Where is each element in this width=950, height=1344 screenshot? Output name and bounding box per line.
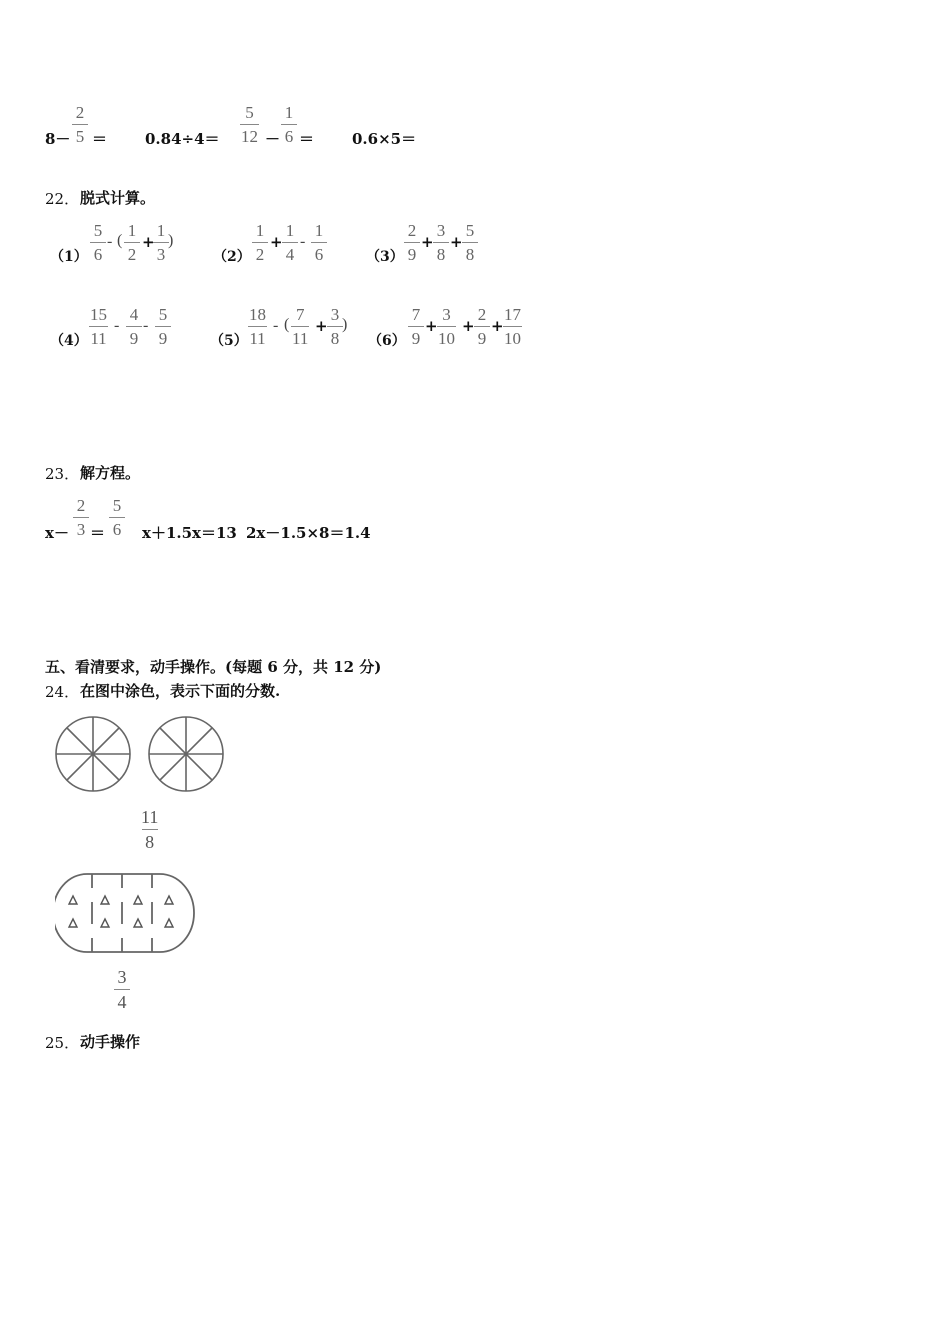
fraction: $\frac{18}{11}$: [249, 305, 266, 348]
question-title: 在图中涂色，表示下面的分数.: [80, 682, 281, 700]
plus-sign: +: [421, 233, 434, 251]
minus-sign: -: [143, 317, 149, 334]
plus-sign: +: [315, 317, 328, 335]
plus-sign: +: [462, 317, 475, 335]
minus-sign: -: [300, 233, 306, 250]
fraction: $\frac{2}{9}$: [474, 306, 490, 347]
plus-sign: +: [142, 233, 155, 251]
plus-sign: +: [425, 317, 438, 335]
item-label: （1）: [50, 249, 88, 265]
oral-expr-2: 0.84÷4＝: [145, 130, 220, 148]
minus-sign: -: [114, 317, 120, 334]
item-label: （2）: [213, 249, 251, 265]
minus-sign: -: [273, 317, 279, 334]
equation-1-prefix: x－: [45, 524, 69, 542]
equation-3: 2x－1.5×8＝1.4: [246, 524, 371, 542]
fraction: $\frac{5}{9}$: [155, 306, 171, 347]
fraction: $\frac{5}{8}$: [462, 222, 478, 263]
question-number: 22．: [45, 190, 80, 208]
fraction-circles: $\frac{11}{8}$: [141, 807, 159, 852]
fraction: $\frac{3}{8}$: [433, 222, 449, 263]
fraction: $\frac{1}{6}$: [311, 222, 327, 263]
circle-eighths-right[interactable]: [149, 717, 223, 791]
equals-sign: ＝: [92, 130, 108, 148]
fraction: $\frac{2}{5}$: [72, 104, 88, 145]
fraction: $\frac{4}{9}$: [126, 306, 142, 347]
left-paren: (: [117, 232, 123, 249]
fraction: $\frac{5}{12}$: [241, 103, 258, 146]
equals-sign: ＝: [90, 524, 106, 542]
plus-sign: +: [491, 317, 504, 335]
item-label: （6）: [368, 333, 406, 349]
fraction: $\frac{2}{9}$: [404, 222, 420, 263]
question-number: 23．: [45, 465, 80, 483]
circle-eighths-left[interactable]: [56, 717, 130, 791]
fraction: $\frac{7}{11}$: [292, 305, 309, 348]
fraction-triangles: $\frac{3}{4}$: [114, 968, 130, 1011]
question-title: 脱式计算。: [80, 189, 156, 207]
right-paren: ): [342, 316, 348, 333]
fraction: $\frac{5}{6}$: [109, 497, 125, 538]
minus-sign: -: [107, 233, 113, 250]
fraction: $\frac{1}{2}$: [252, 222, 268, 263]
question-number: 25．: [45, 1034, 80, 1052]
fraction: $\frac{7}{9}$: [408, 306, 424, 347]
item-label: （4）: [50, 333, 88, 349]
fraction: $\frac{3}{10}$: [438, 305, 455, 348]
equals-sign: ＝: [299, 130, 315, 148]
circle-diagrams: [50, 715, 240, 795]
fraction: $\frac{3}{8}$: [327, 306, 343, 347]
fraction: $\frac{15}{11}$: [90, 305, 107, 348]
triangle-oval-diagram[interactable]: [55, 872, 195, 954]
fraction: $\frac{2}{3}$: [73, 497, 89, 538]
section-heading: 五、看清要求，动手操作。(每题 6 分，共 12 分): [45, 658, 382, 676]
fraction: $\frac{1}{4}$: [282, 222, 298, 263]
right-paren: ): [168, 232, 174, 249]
oral-expr-4: 0.6×5＝: [352, 130, 417, 148]
left-paren: (: [284, 316, 290, 333]
question-title: 解方程。: [80, 464, 141, 482]
triangle-icons: [69, 896, 173, 927]
fraction: $\frac{1}{6}$: [281, 104, 297, 145]
item-label: （3）: [366, 249, 404, 265]
equation-2: x＋1.5x＝13: [142, 524, 237, 542]
fraction: $\frac{5}{6}$: [90, 222, 106, 263]
item-label: （5）: [210, 333, 248, 349]
plus-sign: +: [450, 233, 463, 251]
plus-sign: +: [270, 233, 283, 251]
minus-sign: －: [265, 130, 281, 148]
question-number: 24．: [45, 683, 80, 701]
fraction: $\frac{1}{3}$: [153, 222, 169, 263]
fraction: $\frac{17}{10}$: [504, 305, 521, 348]
oral-expr-1-prefix: 8－: [45, 130, 71, 148]
question-title: 动手操作: [80, 1033, 141, 1051]
fraction: $\frac{1}{2}$: [124, 222, 140, 263]
